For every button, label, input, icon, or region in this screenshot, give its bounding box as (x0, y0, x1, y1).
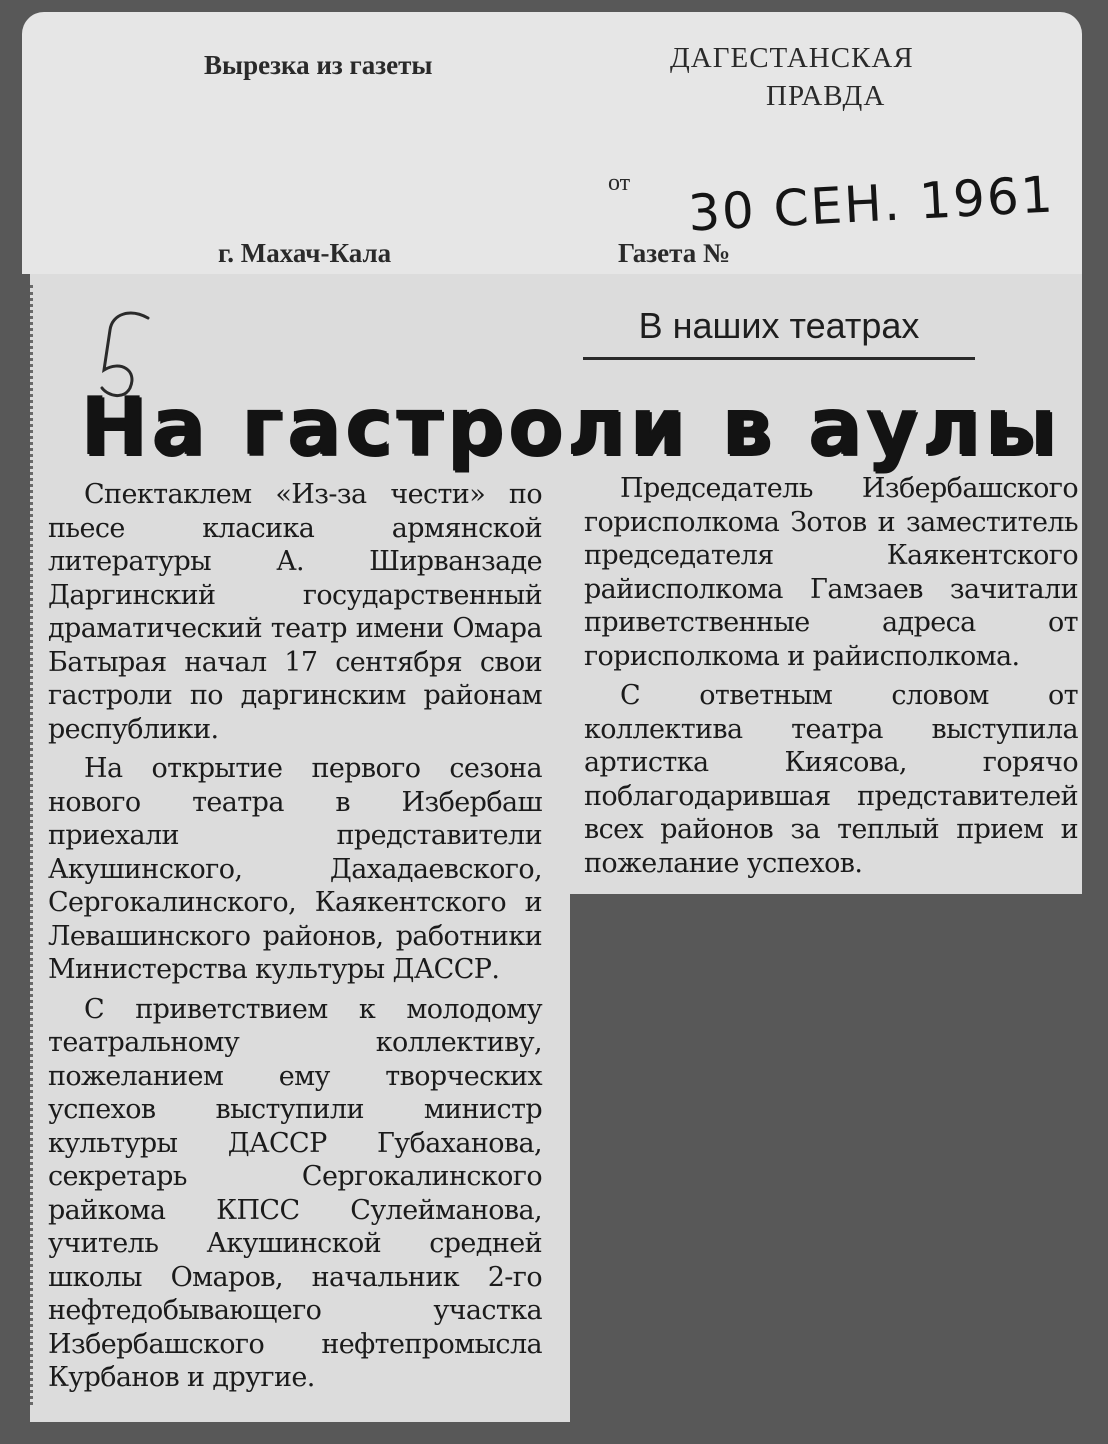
paragraph: С ответным словом от коллектива театра выступила артистка Киясова, горячо поблагодарившая представителей всех районов за теплый прием и пожелание успехов. (584, 680, 1078, 879)
paragraph: С приветствием к молодому театральному коллективу, пожеланием ему творческих успехов выступили министр культуры ДАССР Губаханова, секретарь Сергокалинского райкома КПСС Сулейманова, учитель Акушинской средней школы Омаров, начальник 2-го нефтедобывающего участка Избербашского нефтепромысла Курбанов и другие. (48, 993, 542, 1393)
newspaper-name-line-1: ДАГЕСТАНСКАЯ (670, 42, 914, 74)
cut-edge (30, 285, 45, 1405)
article-left-column (48, 478, 542, 1401)
date-from-label: от (608, 170, 631, 196)
newspaper-number-label: Газета № (618, 238, 731, 268)
article-right-column (584, 472, 1078, 886)
paragraph: Председатель Избербашского горисполкома Зотов и заместитель председателя Каякентского райисполкома Гамзаев зачитали приветственные адреса от горисполкома и райисполкома. (584, 473, 1078, 672)
section-rubric: В наших театрах (583, 305, 975, 360)
date-stamp: 30 СЕН. 1961 (686, 165, 1056, 243)
article-headline: На гастроли в аулы (80, 380, 1061, 473)
paragraph: Спектаклем «Из-за чести» по пьесе класика армянской литературы А. Ширванзаде Даргинский государственный драматический театр имени Омара Батырая начал 17 сентября свои гастроли по даргинским районам республики. (48, 479, 542, 745)
clipping-card (22, 12, 1082, 274)
cutting-label: Вырезка из газеты (204, 50, 433, 80)
city-label: г. Махач-Кала (218, 238, 392, 268)
paragraph: На открытие первого сезона нового театра в Избербаш приехали представители Акушинского, Дахадаевского, Сергокалинского, Каякентского и Левашинского районов, работники Министерства культуры ДАССР. (48, 753, 542, 985)
newspaper-name-line-2: ПРАВДА (766, 80, 886, 112)
